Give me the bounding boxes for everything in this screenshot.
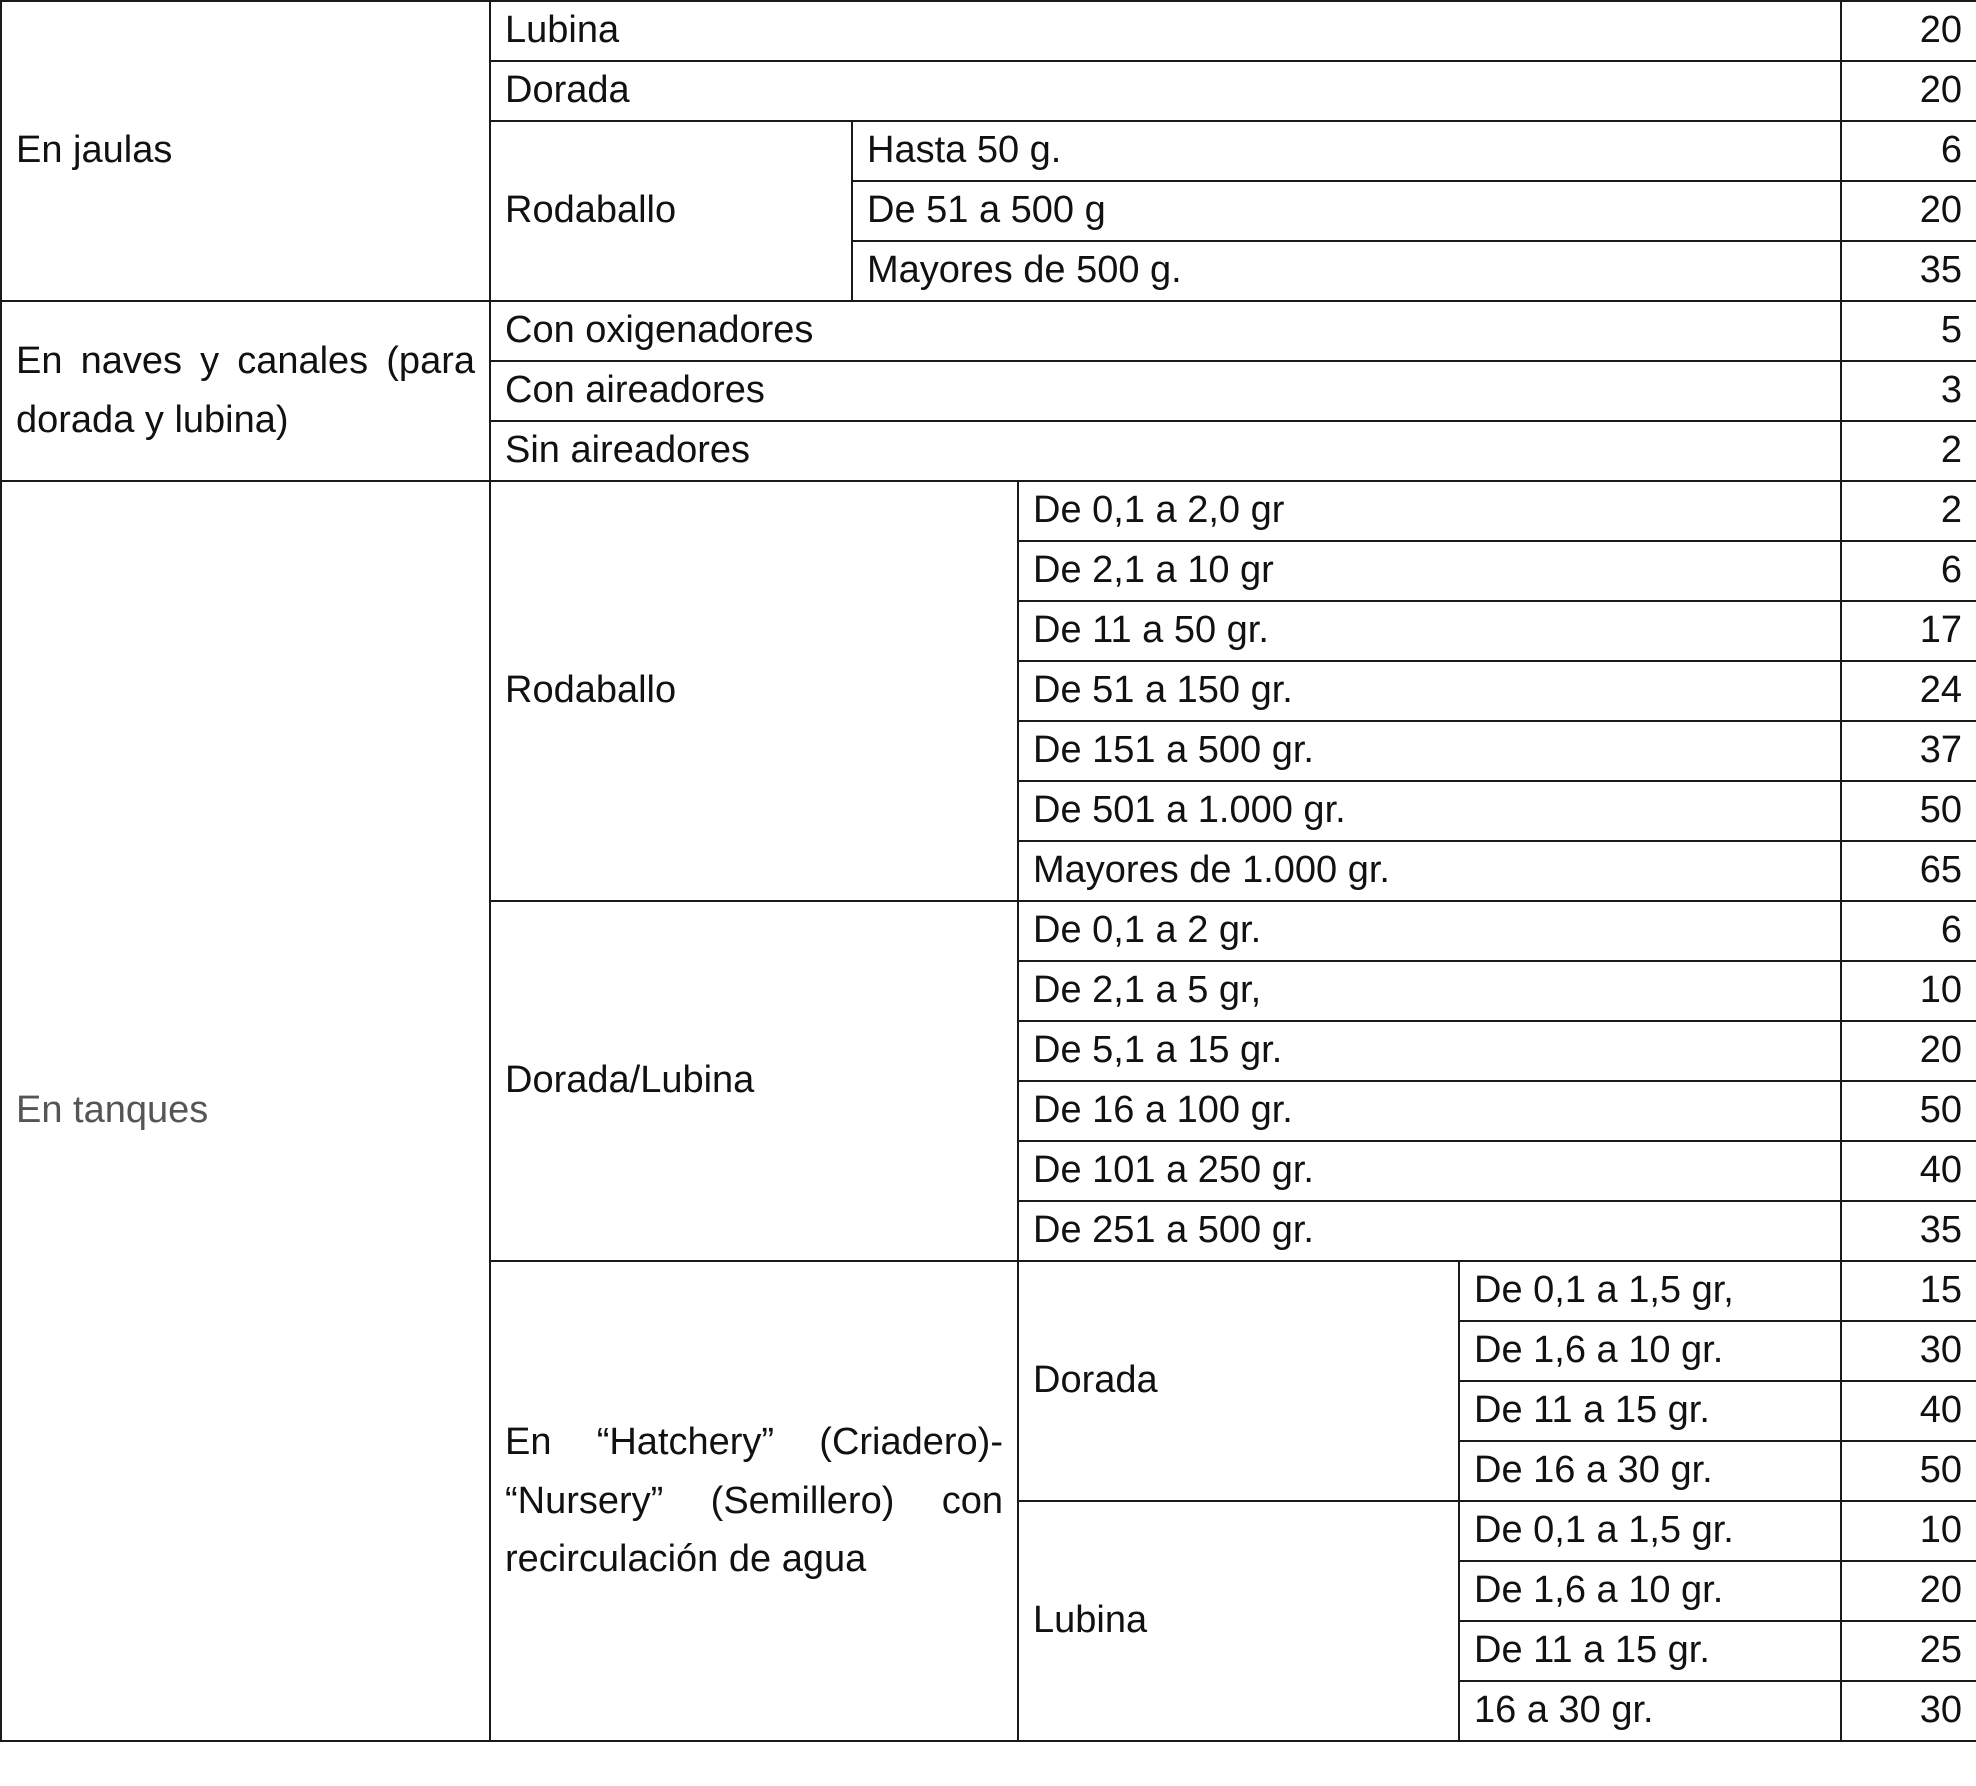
species-label-dorada: Dorada (1018, 1261, 1459, 1501)
row-label: Hasta 50 g. (852, 121, 1841, 181)
row-label: De 251 a 500 gr. (1018, 1201, 1841, 1261)
row-label: De 0,1 a 1,5 gr. (1459, 1501, 1841, 1561)
row-value: 17 (1841, 601, 1976, 661)
row-value: 10 (1841, 1501, 1976, 1561)
row-value: 25 (1841, 1621, 1976, 1681)
row-label: De 0,1 a 1,5 gr, (1459, 1261, 1841, 1321)
row-value: 20 (1841, 181, 1976, 241)
row-value: 50 (1841, 1081, 1976, 1141)
species-label-lubina: Lubina (1018, 1501, 1459, 1741)
group-label-jaulas: En jaulas (1, 1, 490, 301)
hatchery-label: En “Hatchery” (Criadero)- “Nursery” (Semillero) con recirculación de agua (490, 1261, 1018, 1741)
row-value: 20 (1841, 61, 1976, 121)
row-label: De 1,6 a 10 gr. (1459, 1561, 1841, 1621)
row-value: 50 (1841, 1441, 1976, 1501)
row-label: De 151 a 500 gr. (1018, 721, 1841, 781)
row-value: 2 (1841, 421, 1976, 481)
row-value: 65 (1841, 841, 1976, 901)
row-value: 20 (1841, 1, 1976, 61)
row-value: 15 (1841, 1261, 1976, 1321)
row-label: De 2,1 a 5 gr, (1018, 961, 1841, 1021)
row-value: 24 (1841, 661, 1976, 721)
row-label: De 0,1 a 2 gr. (1018, 901, 1841, 961)
row-value: 20 (1841, 1021, 1976, 1081)
row-label: De 5,1 a 15 gr. (1018, 1021, 1841, 1081)
species-label-rodaballo: Rodaballo (490, 481, 1018, 901)
row-label: Lubina (490, 1, 1841, 61)
row-value: 2 (1841, 481, 1976, 541)
row-value: 10 (1841, 961, 1976, 1021)
row-value: 40 (1841, 1141, 1976, 1201)
row-value: 6 (1841, 541, 1976, 601)
row-label: De 11 a 15 gr. (1459, 1381, 1841, 1441)
table-row (1, 481, 1976, 541)
row-label: De 101 a 250 gr. (1018, 1141, 1841, 1201)
row-value: 30 (1841, 1681, 1976, 1741)
row-value: 20 (1841, 1561, 1976, 1621)
row-label: De 0,1 a 2,0 gr (1018, 481, 1841, 541)
row-label: Con aireadores (490, 361, 1841, 421)
row-value: 3 (1841, 361, 1976, 421)
table-row (1, 301, 1976, 361)
row-value: 40 (1841, 1381, 1976, 1441)
row-value: 35 (1841, 1201, 1976, 1261)
row-value: 5 (1841, 301, 1976, 361)
row-label: De 11 a 15 gr. (1459, 1621, 1841, 1681)
row-label: De 501 a 1.000 gr. (1018, 781, 1841, 841)
species-label-rodaballo: Rodaballo (490, 121, 852, 301)
row-label: De 51 a 150 gr. (1018, 661, 1841, 721)
row-label: De 1,6 a 10 gr. (1459, 1321, 1841, 1381)
row-label: De 51 a 500 g (852, 181, 1841, 241)
row-value: 6 (1841, 121, 1976, 181)
row-label: De 2,1 a 10 gr (1018, 541, 1841, 601)
row-label: Mayores de 1.000 gr. (1018, 841, 1841, 901)
row-label: Mayores de 500 g. (852, 241, 1841, 301)
row-value: 37 (1841, 721, 1976, 781)
row-value: 6 (1841, 901, 1976, 961)
row-label: Sin aireadores (490, 421, 1841, 481)
row-label: De 16 a 100 gr. (1018, 1081, 1841, 1141)
row-label: Con oxigenadores (490, 301, 1841, 361)
row-label: De 11 a 50 gr. (1018, 601, 1841, 661)
row-label: 16 a 30 gr. (1459, 1681, 1841, 1741)
group-label-tanques: En tanques (1, 481, 490, 1741)
row-value: 30 (1841, 1321, 1976, 1381)
table-row (1, 1, 1976, 61)
group-label-naves: En naves y canales (para dorada y lubina) (1, 301, 490, 481)
row-label: De 16 a 30 gr. (1459, 1441, 1841, 1501)
row-label: Dorada (490, 61, 1841, 121)
row-value: 35 (1841, 241, 1976, 301)
row-value: 50 (1841, 781, 1976, 841)
species-label-dorada-lubina: Dorada/Lubina (490, 901, 1018, 1261)
